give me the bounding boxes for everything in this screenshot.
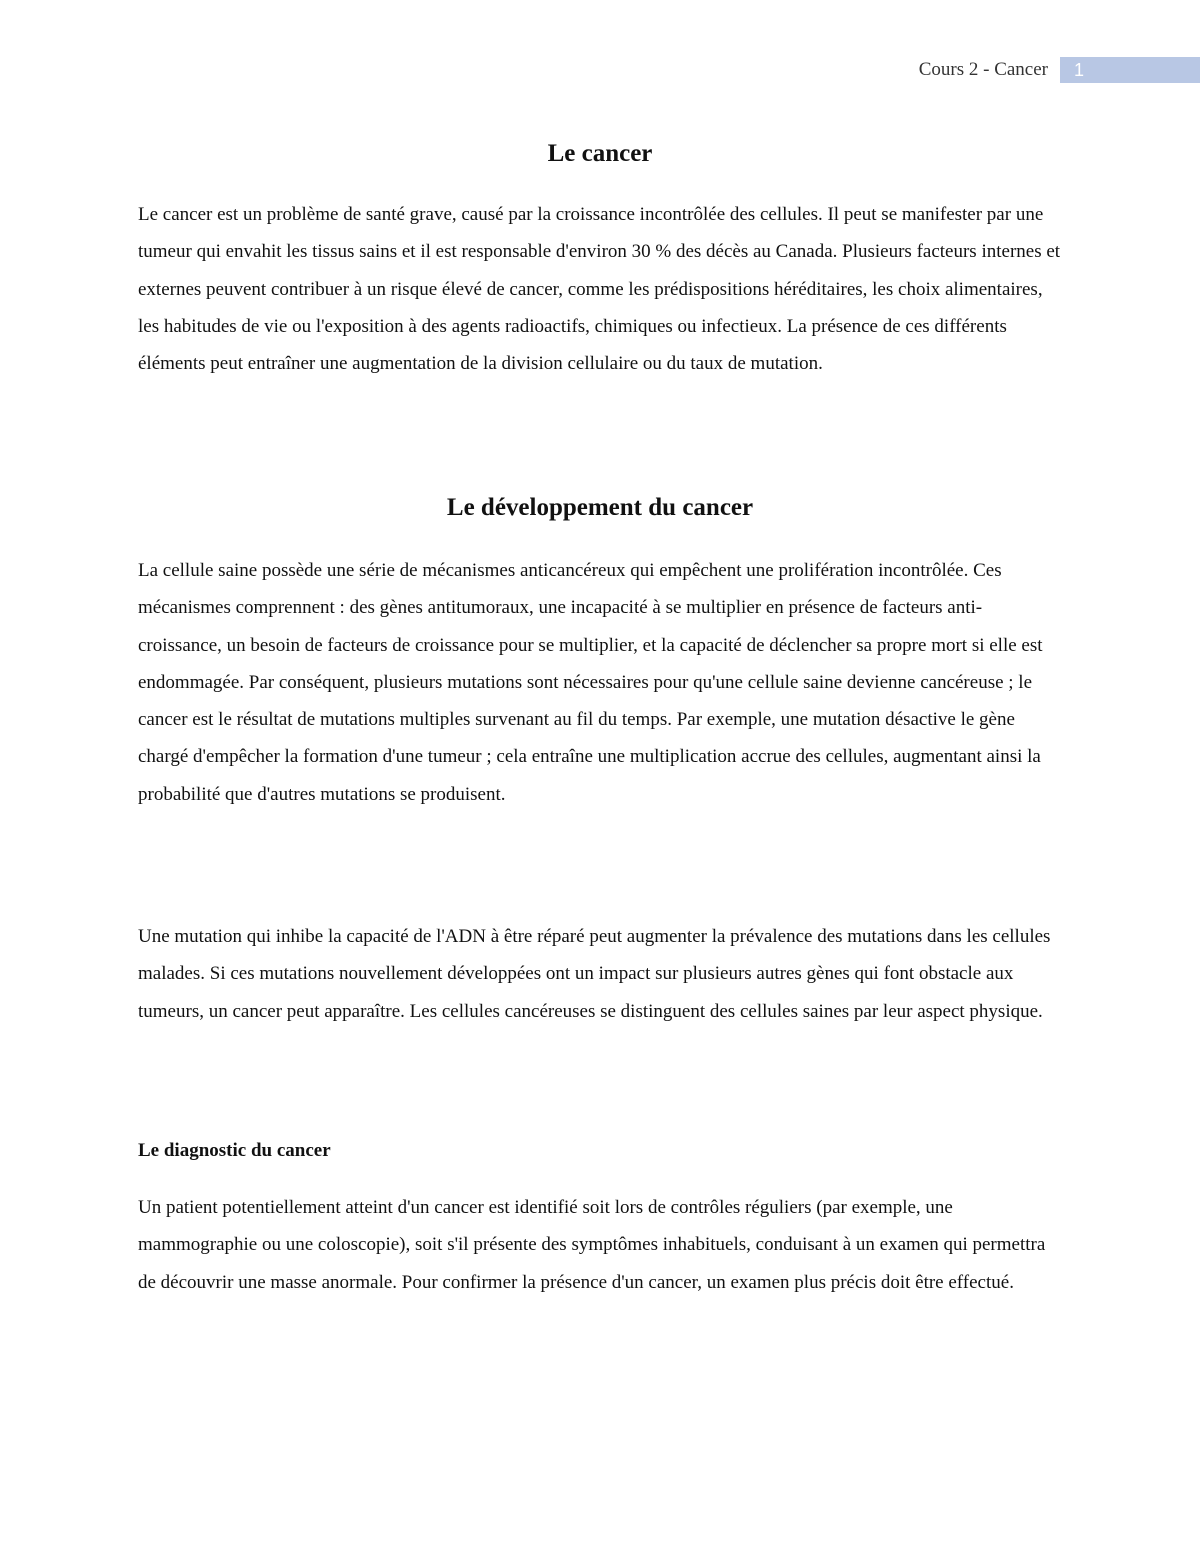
section-title-development: Le développement du cancer (446, 494, 754, 521)
paragraph-intro: Le cancer est un problème de santé grave, causé par la croissance incontrôlée des cellules. Il peut se manifester par une tumeur qui envahit les tissus sains et il est responsable d'environ 30 % des décès au Canada. Plusieurs facteurs internes et externes peuvent contribuer à un risque élevé de cancer, comme les prédispositions héréditaires, les choix alimentaires, les habitudes de vie ou l'exposition à des agents radioactifs, chimiques ou infectieux. La présence de ces différents éléments peut entraîner une augmentation de la division cellulaire ou du taux de mutation. (138, 204, 1061, 375)
paragraph-diagnosis: Un patient potentiellement atteint d'un cancer est identifié soit lors de contrôles réguliers (par exemple, une mammographie ou une coloscopie), soit s'il présente des symptômes inhabituels, conduisant à un examen qui permettra de découvrir une masse anormale. Pour confirmer la présence d'un cancer, un examen plus précis doit être effectué. (138, 1197, 1046, 1293)
header-title: Cours 2 - Cancer (918, 59, 1048, 80)
section-title-cancer: Le cancer (547, 140, 653, 167)
page-number-badge (1060, 57, 1200, 83)
paragraph-development: La cellule saine possède une série de mécanismes anticancéreux qui empêchent une prolifération incontrôlée. Ces mécanismes comprennent : des gènes antitumoraux, une incapacité à se multiplier en présence de facteurs anti-croissance, un besoin de facteurs de croissance pour se multiplier, et la capacité de déclencher sa propre mort si elle est endommagée. Par conséquent, plusieurs mutations sont nécessaires pour qu'une cellule saine devienne cancéreuse ; le cancer est le résultat de mutations multiples survenant au fil du temps. Par exemple, une mutation désactive le gène chargé d'empêcher la formation d'une tumeur ; cela entraîne une multiplication accrue des cellules, augmentant ainsi la probabilité que d'autres mutations se produisent. (138, 560, 1043, 805)
section-title-diagnosis: Le diagnostic du cancer (138, 1140, 331, 1161)
page-number: 1 (1074, 59, 1085, 80)
paragraph-mutation: Une mutation qui inhibe la capacité de l'ADN à être réparé peut augmenter la prévalence des mutations dans les cellules malades. Si ces mutations nouvellement développées ont un impact sur plusieurs autres gènes qui font obstacle aux tumeurs, un cancer peut apparaître. Les cellules cancéreuses se distinguent des cellules saines par leur aspect physique. (138, 926, 1051, 1022)
page-header (919, 56, 1200, 84)
